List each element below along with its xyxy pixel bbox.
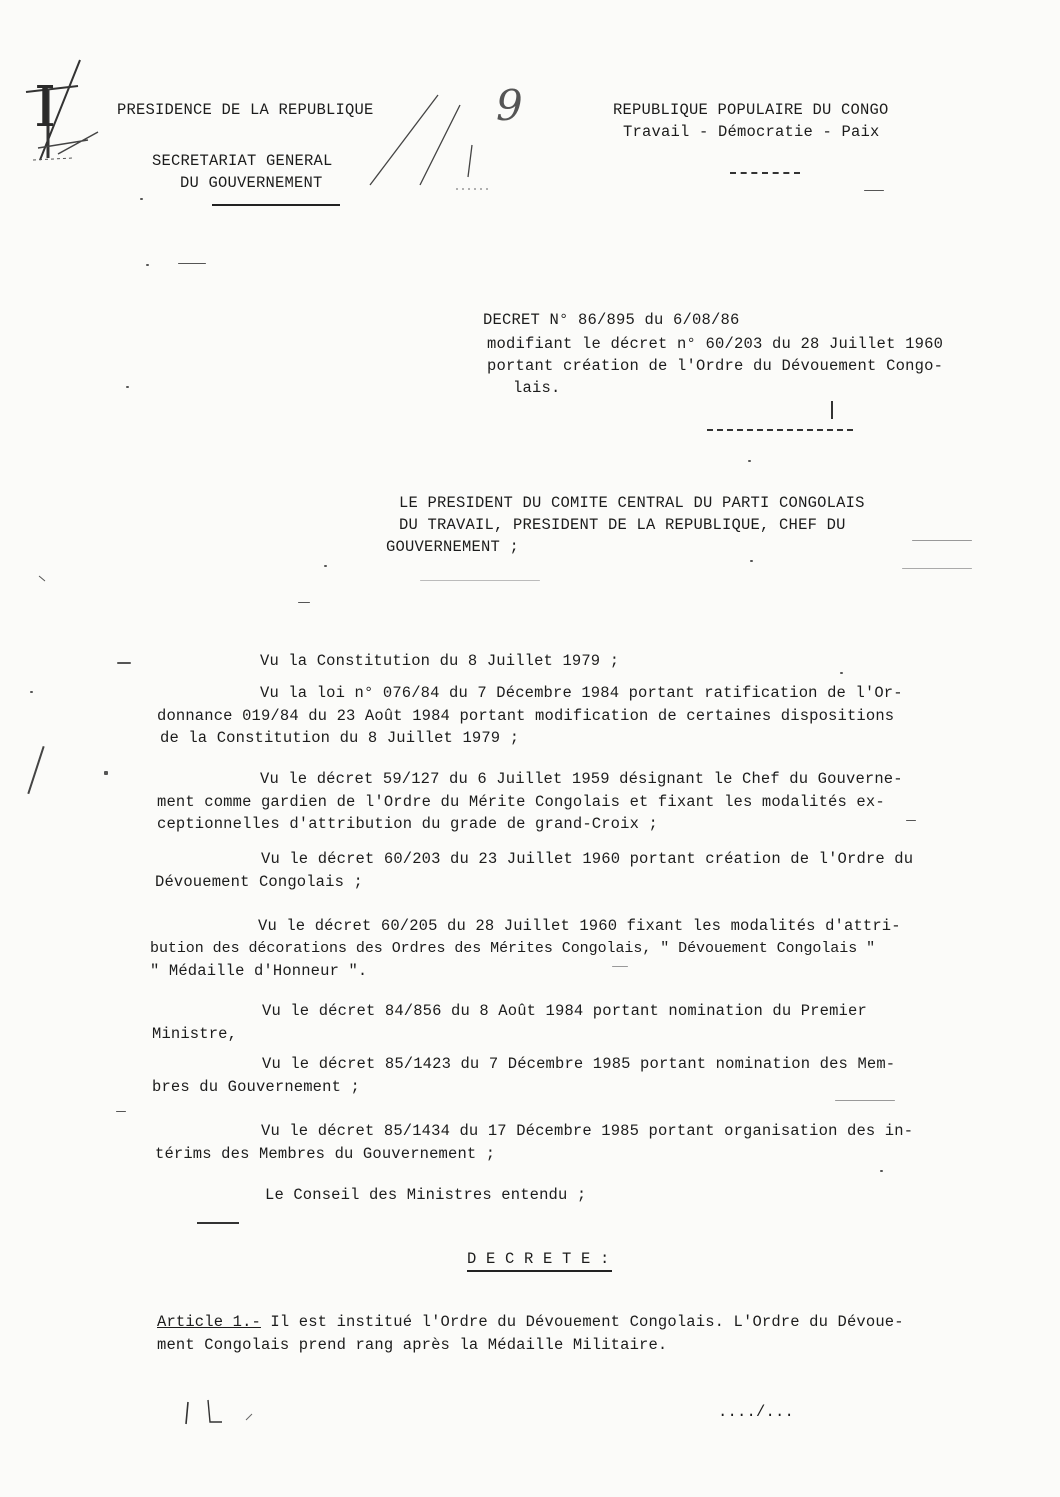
considerant-line: de la Constitution du 8 Juillet 1979 ; <box>160 729 520 747</box>
considerant-loi <box>157 682 903 750</box>
decree-subject-line3: lais. <box>513 379 561 397</box>
considerant-line: Vu le décret 85/1434 du 17 Décembre 1985 portant organisation des in- <box>261 1122 914 1140</box>
considerant-decret-84-856 <box>152 1000 867 1045</box>
secretariat-line1: SECRETARIAT GENERAL <box>152 152 333 170</box>
considerant-line: Vu la Constitution du 8 Juillet 1979 ; <box>260 652 620 670</box>
considerant-line: Dévouement Congolais ; <box>155 872 363 891</box>
decree-subject-line1: modifiant le décret n° 60/203 du 28 Juillet 1960 <box>487 335 944 353</box>
secretariat-underline <box>212 204 340 206</box>
article-1-first-line <box>157 1311 904 1334</box>
president-line2: DU TRAVAIL, PRESIDENT DE LA REPUBLIQUE, CHEF DU <box>399 516 846 534</box>
considerant-decret-85-1434 <box>155 1120 913 1165</box>
considerant-line: Vu la loi n° 076/84 du 7 Décembre 1984 portant ratification de l'Or- <box>260 684 903 702</box>
handwritten-slashes <box>360 85 560 195</box>
considerant-line: Vu le décret 60/203 du 23 Juillet 1960 portant création de l'Ordre du <box>261 850 914 868</box>
considerant-line: Ministre, <box>152 1024 238 1043</box>
margin-numeral: I <box>34 75 57 140</box>
article-1 <box>157 1311 904 1356</box>
considerant-line: Vu le décret 84/856 du 8 Août 1984 portant nomination du Premier <box>262 1002 867 1020</box>
margin-handwritten-mark <box>18 70 108 170</box>
considerant-line: ceptionnelles d'attribution du grade de grand-Croix ; <box>157 815 658 833</box>
considerant-line: Vu le décret 59/127 du 6 Juillet 1959 désignant le Chef du Gouverne- <box>260 770 903 788</box>
presidence-heading: PRESIDENCE DE LA REPUBLIQUE <box>117 101 374 119</box>
secretariat-line2: DU GOUVERNEMENT <box>180 174 323 192</box>
short-left-dash <box>197 1222 239 1226</box>
considerant-line: " Médaille d'Honneur ". <box>150 962 368 980</box>
considerant-decret-60-203 <box>155 848 913 893</box>
decree-number: DECRET N° 86/895 du 6/08/86 <box>483 311 740 329</box>
decree-subject-line2: portant création de l'Ordre du Dévouement Congo- <box>487 357 944 375</box>
decrete-heading: D E C R E T E : <box>467 1250 610 1268</box>
decrete-underline <box>467 1270 612 1272</box>
considerant-line: bution des décorations des Ordres des Mérites Congolais, " Dévouement Congolais " <box>150 939 876 957</box>
considerant-line: ment comme gardien de l'Ordre du Mérite Congolais et fixant les modalités ex- <box>157 792 885 811</box>
president-line1: LE PRESIDENT DU COMITE CENTRAL DU PARTI CONGOLAIS <box>399 494 865 512</box>
considerant-constitution <box>260 650 619 673</box>
considerant-line: donnance 019/84 du 23 Août 1984 portant modification de certaines dispositions <box>157 706 895 725</box>
article-1-text-line1: Il est institué l'Ordre du Dévouement Congolais. L'Ordre du Dévoue- <box>260 1313 904 1331</box>
decree-divider-mark <box>831 401 833 419</box>
considerant-conseil <box>265 1184 586 1207</box>
article-1-text-line2: ment Congolais prend rang après la Médaille Militaire. <box>157 1335 668 1354</box>
considerant-line: Vu le décret 60/205 du 28 Juillet 1960 fixant les modalités d'attri- <box>258 917 901 935</box>
country-motto: Travail - Démocratie - Paix <box>623 123 880 141</box>
considerant-line: térims des Membres du Gouvernement ; <box>155 1144 496 1163</box>
article-1-label: Article 1.- <box>157 1313 261 1331</box>
considerant-decret-85-1423 <box>152 1053 895 1098</box>
considerant-decret-59-127 <box>157 768 903 836</box>
considerant-line: bres du Gouvernement ; <box>152 1077 360 1096</box>
president-line3: GOUVERNEMENT ; <box>386 538 520 556</box>
considerant-line: Le Conseil des Ministres entendu ; <box>265 1186 587 1204</box>
page-continuation: ..../... <box>718 1403 795 1421</box>
considerant-decret-60-205 <box>150 915 901 983</box>
country-heading: REPUBLIQUE POPULAIRE DU CONGO <box>613 101 889 119</box>
margin-stroke <box>27 746 44 794</box>
decree-divider <box>707 429 853 433</box>
stamp-number: 9 <box>496 81 523 130</box>
considerant-line: Vu le décret 85/1423 du 7 Décembre 1985 portant nomination des Mem- <box>262 1055 896 1073</box>
bottom-handwritten-mark <box>180 1398 280 1428</box>
motto-divider <box>730 172 800 176</box>
